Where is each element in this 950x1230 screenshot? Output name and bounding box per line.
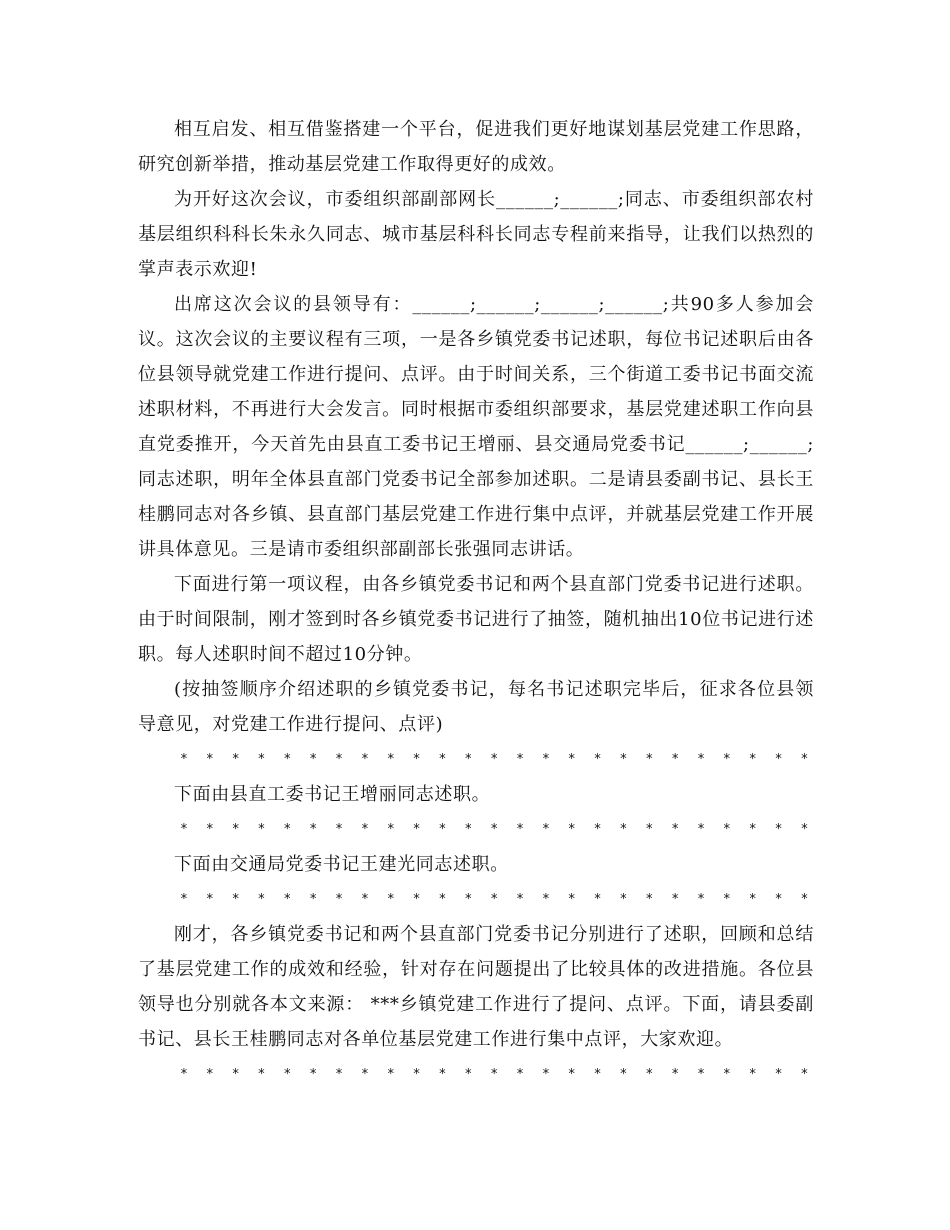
document-page <box>138 112 814 1092</box>
separator-4: * * * * * * * * * * * * * * * * * * * * * * * * * <box>180 1067 814 1082</box>
separator-2: * * * * * * * * * * * * * * * * * * * * * * * * * <box>180 822 814 837</box>
announcement-2: 下面由交通局党委书记王建光同志述职。 <box>174 854 509 875</box>
separator-3: * * * * * * * * * * * * * * * * * * * * * * * * * <box>180 892 814 907</box>
announcement-1: 下面由县直工委书记王增丽同志述职。 <box>174 784 491 805</box>
paragraph-first-item: 下面进行第一项议程，由各乡镇党委书记和两个县直部门党委书记进行述职。由于时间限制，刚才签到时各乡镇党委书记进行了抽签，随机抽出10位书记进行述职。每人述职时间不超过10分钟。 <box>138 574 814 665</box>
paragraph-instruction: (按抽签顺序介绍述职的乡镇党委书记，每名书记述职完毕后，征求各位县领导意见，对党建工作进行提问、点评) <box>138 679 814 735</box>
paragraph-intro: 相互启发、相互借鉴搭建一个平台，促进我们更好地谋划基层党建工作思路，研究创新举措，推动基层党建工作取得更好的成效。 <box>138 119 814 175</box>
paragraph-agenda: 出席这次会议的县领导有：______;______;______;______;共90多人参加会议。这次会议的主要议程有三项，一是各乡镇党委书记述职，每位书记述职后由各位县领导就党建工作进行提问、点评。由于时间关系，三个街道工委书记书面交流述职材料，不再进行大会发言。同时根据市委组织部要求，基层党建述职工作向县直党委推开，今天首先由县直工委书记王增丽、县交通局党委书记______;______;同志述职，明年全体县直部门党委书记全部参加述职。二是请县委副书记、县长王桂鹏同志对各乡镇、县直部门基层党建工作进行集中点评，并就基层党建工作开展讲具体意见。三是请市委组织部副部长张强同志讲话。 <box>138 294 814 560</box>
paragraph-welcome: 为开好这次会议，市委组织部副部网长______;______;同志、市委组织部农村基层组织科科长朱永久同志、城市基层科科长同志专程前来指导，让我们以热烈的掌声表示欢迎! <box>138 189 814 280</box>
separator-1: * * * * * * * * * * * * * * * * * * * * * * * * * <box>180 752 814 767</box>
paragraph-closing: 刚才，各乡镇党委书记和两个县直部门党委书记分别进行了述职，回顾和总结了基层党建工作的成效和经验，针对存在问题提出了比较具体的改进措施。各位县领导也分别就各本文来源： ***乡镇党建工作进行了提问、点评。下面，请县委副书记、县长王桂鹏同志对各单位基层党建工作进行集中点评，大家欢迎。 <box>138 924 814 1050</box>
